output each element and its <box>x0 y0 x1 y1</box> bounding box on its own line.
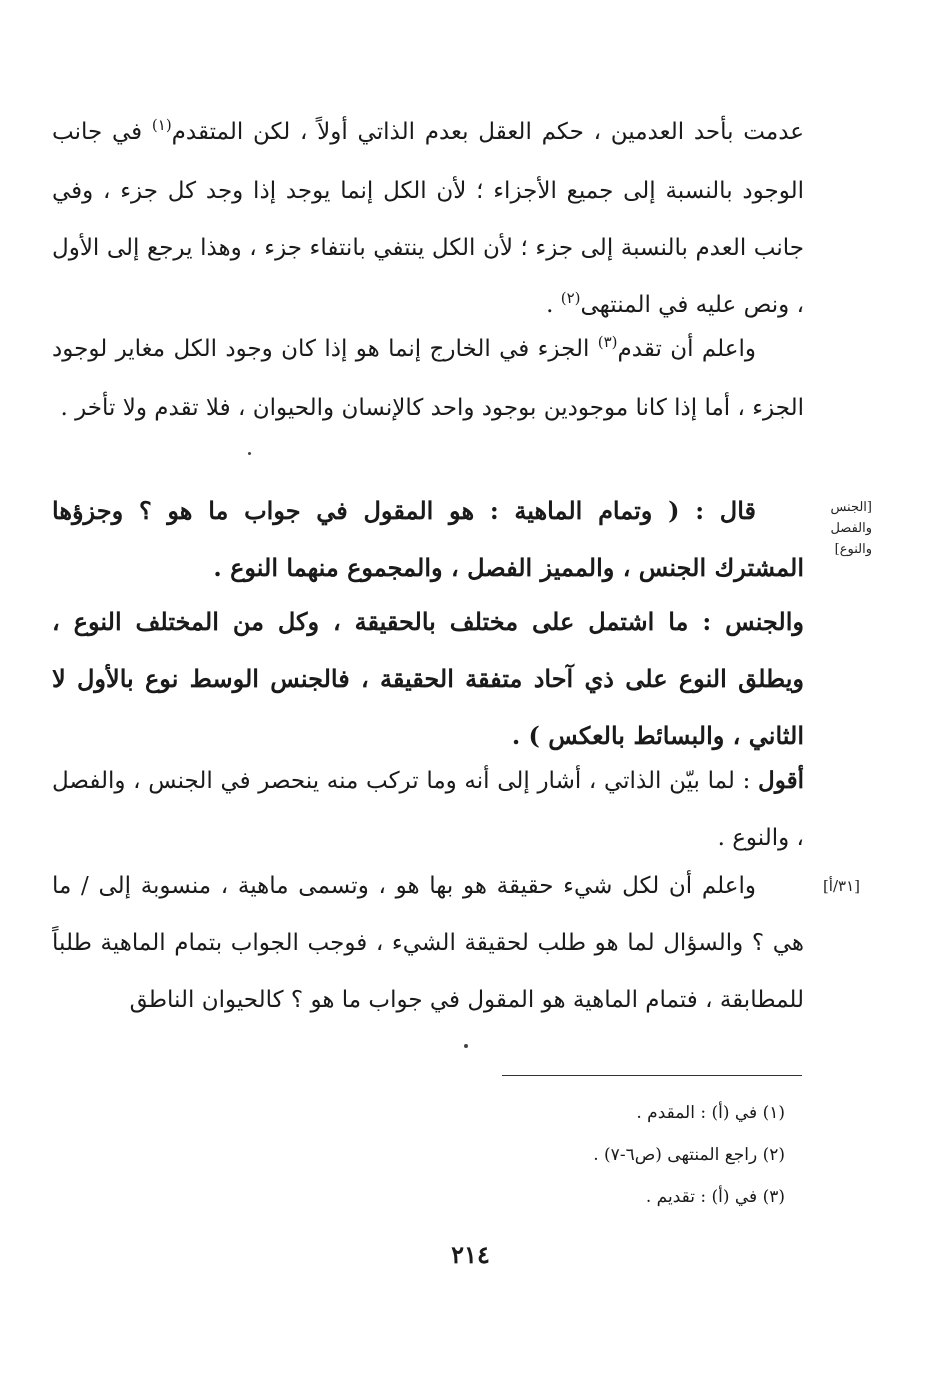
footnote-1: (١) في (أ) : المقدم . <box>636 1103 785 1123</box>
quote-text-1: قال : ( وتمام الماهية : هو المقول في جواب ما هو ؟ وجزؤها المشترك الجنس ، والمميز الفصل ، والمجموع منهما النوع . <box>52 496 804 582</box>
commentary-lead: أقول <box>758 767 804 794</box>
footnotes <box>400 1092 785 1218</box>
paragraph-1 <box>52 104 804 344</box>
paragraph-2-text-cont: الجزء في الخارج إنما هو إذا كان وجود الكل مغاير لوجود الجزء ، أما إذا كانا موجودين بوجود واحد كالإنسان والحيوان ، فلا تقدم ولا تأخر . <box>52 336 804 421</box>
paragraph-2-text: واعلم أن تقدم <box>617 336 756 362</box>
quote-text-2: والجنس : ما اشتمل على مختلف بالحقيقة ، وكل من المختلف النوع ، ويطلق النوع على ذي آحاد متفقة الحقيقة ، فالجنس الوسط نوع بالأول لا الثاني ، والبسائط بالعكس ) . <box>52 607 804 750</box>
commentary-paragraph <box>52 752 804 866</box>
paragraph-2 <box>52 321 804 492</box>
commentary-text: : لما بيّن الذاتي ، أشار إلى أنه وما تركب منه ينحصر في الجنس ، والفصل ، والنوع . <box>52 768 804 851</box>
paragraph-1-end: . <box>546 292 561 318</box>
footnote-divider <box>502 1075 802 1076</box>
margin-note-line: [الجنس <box>830 500 872 515</box>
scan-speck <box>248 452 251 455</box>
footnote-3: (٣) في (أ) : تقديم . <box>645 1187 785 1207</box>
footnote-ref-3: (٣) <box>597 333 618 351</box>
paragraph-6-text: واعلم أن لكل شيء حقيقة هو بها هو ، وتسمى ماهية ، منسوبة إلى / ما هي ؟ والسؤال لما هو طلب لحقيقة الشيء ، فوجب الجواب بتمام الماهية طلباً للمطابقة ، فتمام الماهية هو المقول في جواب ما هو ؟ كالحيوان الناطق <box>52 873 804 1013</box>
quote-paragraph-2 <box>52 593 804 764</box>
footnote-ref-1: (١) <box>151 116 172 134</box>
quote-paragraph-1 <box>52 482 804 596</box>
margin-folio-note: [٣١/أ] <box>822 877 860 895</box>
margin-note-line: والفصل <box>830 521 872 536</box>
paragraph-1-text: عدمت بأحد العدمين ، حكم العقل بعدم الذاتي أولاً ، لكن المتقدم <box>171 119 804 145</box>
paragraph-6 <box>52 858 804 1029</box>
paragraph-1-text-cont: في جانب الوجود بالنسبة إلى جميع الأجزاء ؛ لأن الكل إنما يوجد إذا وجد كل جزء ، وفي جانب العدم بالنسبة إلى جزء ؛ لأن الكل ينتفي بانتفاء جزء ، وهذا يرجع إلى الأول ، ونص عليه في المنتهى <box>52 119 804 318</box>
margin-topic-note <box>814 497 872 560</box>
scan-speck <box>464 1044 468 1048</box>
page-number: ٢١٤ <box>451 1240 490 1269</box>
margin-note-line: والنوع] <box>834 542 872 557</box>
footnote-2: (٢) راجع المنتهى (ص٦-٧) . <box>593 1145 785 1165</box>
footnote-ref-2: (٢) <box>560 289 581 307</box>
